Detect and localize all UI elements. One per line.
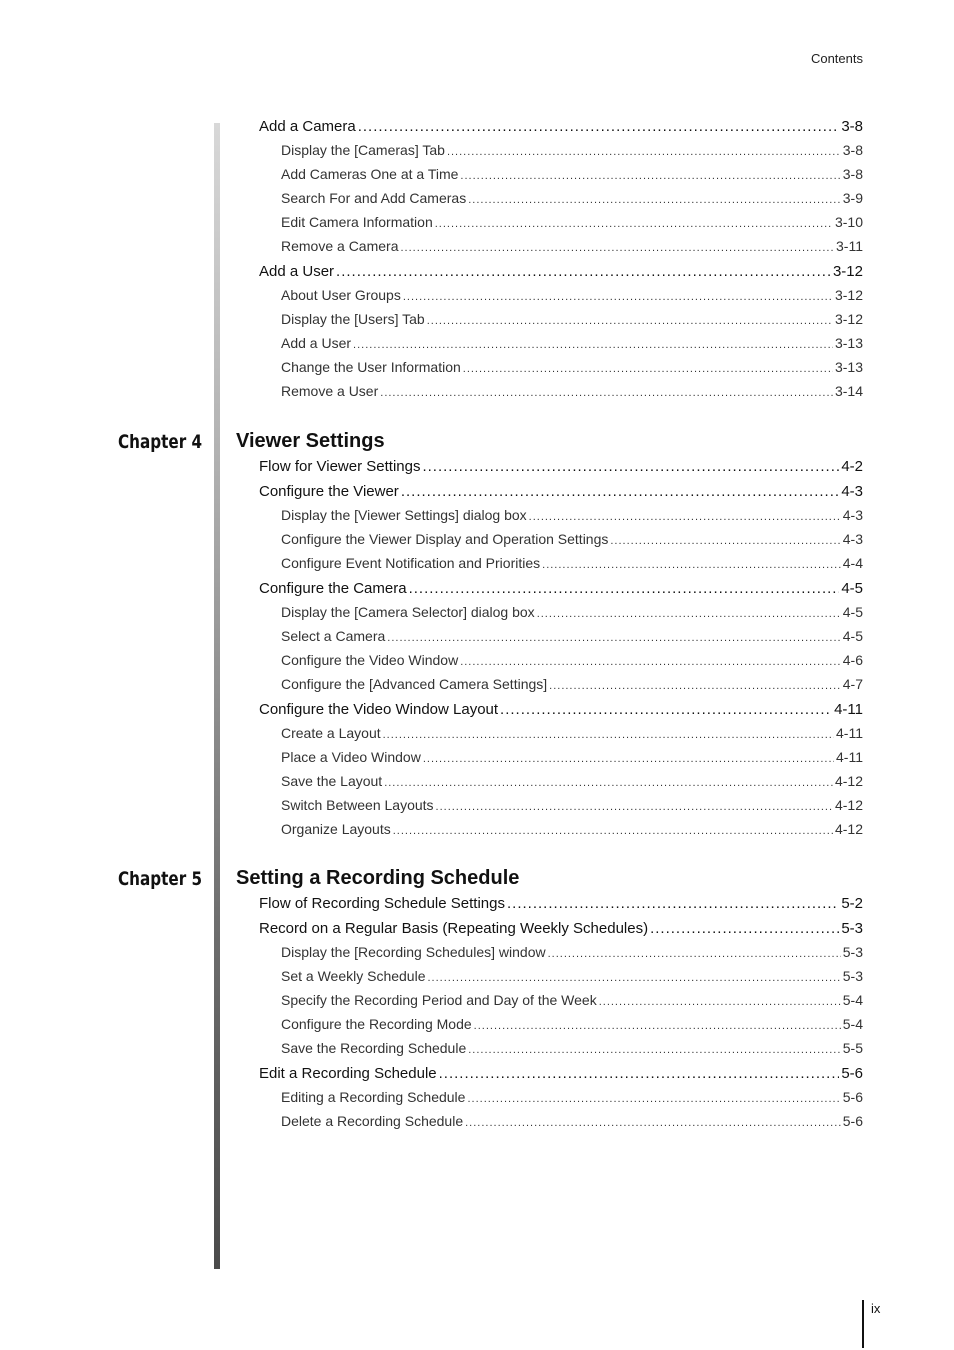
toc-subentry[interactable] xyxy=(281,773,863,789)
entry-page-number: 4-5 xyxy=(841,580,863,597)
page-number: ix xyxy=(871,1301,881,1316)
entry-page-number: 3-9 xyxy=(842,190,863,206)
footer-rule xyxy=(862,1300,864,1348)
dot-leader xyxy=(336,263,831,280)
dot-leader xyxy=(401,242,835,254)
entry-title: Display the [Viewer Settings] dialog box xyxy=(281,507,527,523)
toc-subentry[interactable] xyxy=(281,1089,863,1105)
entry-title: Add a Camera xyxy=(259,118,356,135)
dot-leader xyxy=(393,825,833,837)
chapter-label: Chapter 4 xyxy=(118,431,203,453)
entry-page-number: 4-7 xyxy=(842,676,863,692)
dot-leader xyxy=(447,146,841,158)
entry-page-number: 4-6 xyxy=(842,652,863,668)
entry-title: Flow for Viewer Settings xyxy=(259,458,421,475)
dot-leader xyxy=(380,387,833,399)
toc-subentry[interactable] xyxy=(281,797,863,813)
entry-page-number: 3-8 xyxy=(841,118,863,135)
toc-subentry[interactable] xyxy=(281,821,863,837)
dot-leader xyxy=(384,777,833,789)
entry-page-number: 3-10 xyxy=(834,214,863,230)
toc-subentry[interactable] xyxy=(281,166,863,182)
entry-title: Search For and Add Cameras xyxy=(281,190,467,206)
entry-title: Configure Event Notification and Priorities xyxy=(281,555,541,571)
running-header: Contents xyxy=(810,51,863,66)
dot-leader xyxy=(427,315,833,327)
entry-title: Configure the Camera xyxy=(259,580,407,597)
entry-title: Remove a User xyxy=(281,383,379,399)
chapter-label: Chapter 5 xyxy=(118,868,203,890)
dot-leader xyxy=(599,996,841,1008)
entry-title: Place a Video Window xyxy=(281,749,421,765)
toc-subentry[interactable] xyxy=(281,359,863,375)
dot-leader xyxy=(465,1117,841,1129)
toc-subentry[interactable] xyxy=(281,311,863,327)
toc-subentry[interactable] xyxy=(281,1113,863,1129)
toc-subentry[interactable] xyxy=(281,287,863,303)
entry-title: Change the User Information xyxy=(281,359,461,375)
toc-subentry[interactable] xyxy=(281,604,863,620)
toc-subentry[interactable] xyxy=(281,214,863,230)
entry-page-number: 5-3 xyxy=(841,920,863,937)
toc-entry[interactable] xyxy=(259,920,863,937)
entry-page-number: 3-14 xyxy=(834,383,863,399)
entry-title: Display the [Users] Tab xyxy=(281,311,425,327)
toc-subentry[interactable] xyxy=(281,749,863,765)
entry-page-number: 3-11 xyxy=(836,238,863,254)
entry-title: Add a User xyxy=(259,263,335,280)
entry-title: Edit a Recording Schedule xyxy=(259,1065,437,1082)
dot-leader xyxy=(439,1065,840,1082)
entry-page-number: 4-11 xyxy=(836,749,863,765)
toc-entry[interactable] xyxy=(259,263,863,280)
toc-entry[interactable] xyxy=(259,895,863,912)
entry-page-number: 4-12 xyxy=(834,797,863,813)
entry-page-number: 5-6 xyxy=(841,1065,863,1082)
entry-page-number: 5-6 xyxy=(842,1089,863,1105)
toc-subentry[interactable] xyxy=(281,531,863,547)
toc-subentry[interactable] xyxy=(281,992,863,1008)
entry-title: Configure the Recording Mode xyxy=(281,1016,472,1032)
toc-entry[interactable] xyxy=(259,458,863,475)
entry-page-number: 5-2 xyxy=(841,895,863,912)
entry-page-number: 4-11 xyxy=(834,701,863,718)
entry-page-number: 3-13 xyxy=(834,335,863,351)
toc-subentry[interactable] xyxy=(281,1016,863,1032)
toc-entry[interactable] xyxy=(259,701,863,718)
dot-leader xyxy=(353,339,833,351)
entry-title: Configure the Video Window xyxy=(281,652,459,668)
dot-leader xyxy=(435,218,833,230)
dot-leader xyxy=(537,608,841,620)
toc-entry[interactable] xyxy=(259,1065,863,1082)
dot-leader xyxy=(542,559,841,571)
entry-title: Display the [Camera Selector] dialog box xyxy=(281,604,535,620)
entry-page-number: 4-12 xyxy=(834,773,863,789)
toc-subentry[interactable] xyxy=(281,968,863,984)
dot-leader xyxy=(428,972,841,984)
entry-title: Delete a Recording Schedule xyxy=(281,1113,464,1129)
entry-page-number: 4-11 xyxy=(836,725,863,741)
entry-page-number: 4-5 xyxy=(842,628,863,644)
toc-subentry[interactable] xyxy=(281,238,863,254)
chapter-title: Setting a Recording Schedule xyxy=(236,867,520,889)
entry-page-number: 4-5 xyxy=(842,604,863,620)
entry-page-number: 4-12 xyxy=(834,821,863,837)
dot-leader xyxy=(460,656,841,668)
entry-title: Add Cameras One at a Time xyxy=(281,166,459,182)
dot-leader xyxy=(383,729,834,741)
toc-subentry[interactable] xyxy=(281,725,863,741)
entry-page-number: 5-4 xyxy=(842,1016,863,1032)
entry-page-number: 4-3 xyxy=(842,531,863,547)
entry-title: Create a Layout xyxy=(281,725,381,741)
entry-page-number: 3-8 xyxy=(842,166,863,182)
entry-title: Display the [Recording Schedules] window xyxy=(281,944,546,960)
entry-page-number: 3-12 xyxy=(832,263,863,280)
dot-leader xyxy=(549,680,841,692)
dot-leader xyxy=(650,920,839,937)
dot-leader xyxy=(468,1044,841,1056)
entry-title: Add a User xyxy=(281,335,352,351)
entry-page-number: 3-12 xyxy=(834,311,863,327)
dot-leader xyxy=(423,753,834,765)
entry-title: Set a Weekly Schedule xyxy=(281,968,426,984)
dot-leader xyxy=(463,363,833,375)
dot-leader xyxy=(529,511,841,523)
toc-entry[interactable] xyxy=(259,580,863,597)
dot-leader xyxy=(387,632,840,644)
toc-subentry[interactable] xyxy=(281,944,863,960)
dot-leader xyxy=(436,801,833,813)
dot-leader xyxy=(403,291,833,303)
entry-page-number: 5-3 xyxy=(842,968,863,984)
entry-title: Organize Layouts xyxy=(281,821,391,837)
entry-title: Remove a Camera xyxy=(281,238,399,254)
entry-title: Flow of Recording Schedule Settings xyxy=(259,895,505,912)
toc-subentry[interactable] xyxy=(281,142,863,158)
entry-title: Record on a Regular Basis (Repeating Weekly Schedules) xyxy=(259,920,649,937)
entry-page-number: 3-13 xyxy=(834,359,863,375)
toc-subentry[interactable] xyxy=(281,335,863,351)
toc-subentry[interactable] xyxy=(281,652,863,668)
toc-entry[interactable] xyxy=(259,118,863,135)
toc-subentry[interactable] xyxy=(281,190,863,206)
toc-subentry[interactable] xyxy=(281,1040,863,1056)
entry-title: Configure the [Advanced Camera Settings] xyxy=(281,676,548,692)
dot-leader xyxy=(358,118,840,135)
entry-page-number: 5-4 xyxy=(842,992,863,1008)
entry-page-number: 4-2 xyxy=(841,458,863,475)
entry-title: Edit Camera Information xyxy=(281,214,433,230)
entry-title: Select a Camera xyxy=(281,628,386,644)
entry-page-number: 5-5 xyxy=(842,1040,863,1056)
toc-subentry[interactable] xyxy=(281,383,863,399)
entry-title: Specify the Recording Period and Day of the Week xyxy=(281,992,597,1008)
entry-title: Switch Between Layouts xyxy=(281,797,434,813)
toc-entry[interactable] xyxy=(259,483,863,500)
dot-leader xyxy=(610,535,840,547)
dot-leader xyxy=(468,194,841,206)
toc-subentry[interactable] xyxy=(281,628,863,644)
dot-leader xyxy=(422,458,839,475)
chapter-title: Viewer Settings xyxy=(236,430,385,452)
entry-page-number: 5-3 xyxy=(842,944,863,960)
entry-title: About User Groups xyxy=(281,287,401,303)
entry-page-number: 3-12 xyxy=(834,287,863,303)
entry-page-number: 4-4 xyxy=(842,555,863,571)
entry-page-number: 3-8 xyxy=(842,142,863,158)
dot-leader xyxy=(548,948,841,960)
toc-subentry[interactable] xyxy=(281,555,863,571)
dot-leader xyxy=(507,895,839,912)
dot-leader xyxy=(500,701,832,718)
dot-leader xyxy=(467,1093,840,1105)
dot-leader xyxy=(409,580,840,597)
dot-leader xyxy=(401,483,840,500)
entry-title: Configure the Viewer Display and Operation Settings xyxy=(281,531,609,547)
entry-page-number: 4-3 xyxy=(842,507,863,523)
entry-page-number: 5-6 xyxy=(842,1113,863,1129)
entry-title: Save the Layout xyxy=(281,773,383,789)
entry-title: Editing a Recording Schedule xyxy=(281,1089,466,1105)
entry-title: Configure the Video Window Layout xyxy=(259,701,499,718)
toc-subentry[interactable] xyxy=(281,507,863,523)
toc-subentry[interactable] xyxy=(281,676,863,692)
entry-title: Display the [Cameras] Tab xyxy=(281,142,445,158)
dot-leader xyxy=(474,1020,841,1032)
entry-title: Configure the Viewer xyxy=(259,483,399,500)
chapter-side-bar xyxy=(214,123,220,1269)
dot-leader xyxy=(460,170,840,182)
entry-title: Save the Recording Schedule xyxy=(281,1040,467,1056)
entry-page-number: 4-3 xyxy=(841,483,863,500)
